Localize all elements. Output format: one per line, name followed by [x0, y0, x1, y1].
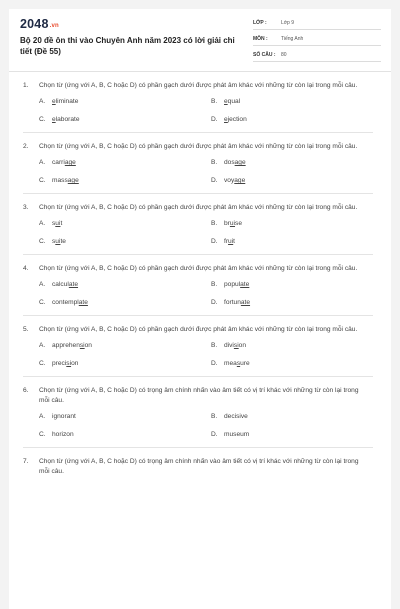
question-1 — [9, 81, 391, 133]
document-header — [9, 9, 391, 71]
option-label: A. — [39, 281, 46, 288]
word-part: apprehen — [52, 342, 80, 349]
question-number: 3. — [23, 204, 29, 211]
underlined-part: s — [236, 360, 241, 367]
answer-options — [39, 98, 373, 123]
answer-option-b[interactable] — [211, 159, 371, 166]
option-label: D. — [211, 177, 218, 184]
option-label: C. — [39, 177, 46, 184]
option-label: B. — [211, 159, 218, 166]
option-word — [224, 238, 235, 245]
answer-option-d[interactable] — [211, 360, 371, 367]
option-label: C. — [39, 431, 46, 438]
question-stem — [23, 264, 373, 274]
option-word — [52, 281, 78, 288]
option-word — [224, 98, 240, 105]
meta-class-row — [253, 17, 381, 30]
word-part: mea — [224, 360, 237, 367]
answer-option-c[interactable] — [39, 238, 211, 245]
word-part: horizon — [52, 431, 74, 438]
option-label: D. — [211, 238, 218, 245]
meta-subject-row — [253, 33, 381, 46]
option-word — [52, 360, 78, 367]
underlined-part: age — [234, 159, 246, 166]
meta-class-value: Lớp 9 — [281, 20, 295, 26]
option-label: A. — [39, 413, 46, 420]
word-part: voy — [224, 177, 235, 184]
word-part: divi — [224, 342, 234, 349]
underlined-part: age — [64, 159, 76, 166]
option-word — [52, 238, 66, 245]
word-part: s — [52, 238, 56, 245]
word-part: laborate — [55, 116, 80, 123]
word-part: on — [238, 342, 247, 349]
question-divider — [23, 132, 373, 133]
word-part: ignorant — [52, 413, 76, 420]
meta-count-row — [253, 49, 381, 62]
question-2 — [9, 142, 391, 194]
option-label: A. — [39, 342, 46, 349]
option-word — [224, 281, 249, 288]
word-part: carri — [52, 159, 65, 166]
question-text: Chọn từ (ứng với A, B, C hoặc D) có trọng âm chính nhấn vào âm tiết có vị trí khác với những từ còn lại trong mỗi câu. — [39, 458, 359, 475]
option-word — [52, 342, 92, 349]
option-label: A. — [39, 159, 46, 166]
underlined-part: ate — [240, 281, 250, 288]
question-number: 7. — [23, 458, 29, 465]
question-number: 4. — [23, 265, 29, 272]
question-stem — [23, 457, 373, 477]
document-title: Bộ 20 đề ôn thi vào Chuyên Anh năm 2023 có lời giải chi tiết (Đề 55) — [20, 36, 235, 56]
option-label: A. — [39, 220, 46, 227]
option-word — [224, 220, 242, 227]
word-part: br — [224, 220, 230, 227]
option-label: C. — [39, 360, 46, 367]
underlined-part: ate — [68, 281, 79, 288]
meta-subject-value: Tiếng Anh — [281, 36, 304, 42]
option-label: A. — [39, 98, 46, 105]
answer-options — [39, 342, 373, 367]
question-number: 5. — [23, 326, 29, 333]
underlined-part: ate — [78, 299, 88, 306]
answer-option-d[interactable] — [211, 116, 371, 123]
option-label: D. — [211, 431, 218, 438]
word-part: fr — [224, 238, 229, 245]
underlined-part: age — [234, 177, 246, 184]
underlined-part: si — [66, 360, 72, 367]
word-part: preci — [52, 360, 67, 367]
option-word — [224, 413, 248, 420]
answer-option-d[interactable] — [211, 177, 371, 184]
question-divider — [23, 447, 373, 448]
underlined-part: si — [233, 342, 239, 349]
option-word — [224, 159, 246, 166]
word-part: on — [71, 360, 79, 367]
meta-subject-key: MÔN : — [253, 36, 268, 42]
option-word — [224, 360, 250, 367]
answer-option-d[interactable] — [211, 238, 371, 245]
answer-option-a[interactable] — [39, 98, 211, 105]
question-number: 1. — [23, 82, 29, 89]
option-word — [52, 413, 76, 420]
option-word — [224, 177, 245, 184]
underlined-part: age — [67, 177, 79, 184]
meta-count-key: SỐ CÂU : — [253, 52, 276, 58]
header-divider — [9, 71, 391, 72]
document-meta — [253, 17, 381, 65]
answer-options — [39, 159, 373, 184]
answer-option-b[interactable] — [211, 281, 371, 288]
option-word — [52, 159, 76, 166]
word-part: calcul — [52, 281, 69, 288]
underlined-part: e — [52, 98, 56, 105]
underlined-part: ui — [229, 220, 236, 227]
underlined-part: ate — [240, 299, 251, 306]
question-stem — [23, 386, 373, 406]
word-part: s — [52, 220, 56, 227]
option-label: D. — [211, 360, 218, 367]
option-word — [52, 431, 74, 438]
word-part: dos — [224, 159, 235, 166]
question-3 — [9, 203, 391, 255]
answer-options — [39, 281, 373, 306]
word-part: contempl — [52, 299, 79, 306]
question-6 — [9, 386, 391, 448]
word-part: popul — [224, 281, 241, 288]
answer-option-b[interactable] — [211, 413, 371, 420]
question-stem — [23, 325, 373, 335]
option-word — [224, 342, 246, 349]
word-part: jection — [227, 116, 247, 123]
question-divider — [23, 193, 373, 194]
question-text: Chọn từ (ứng với A, B, C hoặc D) có phần gạch dưới được phát âm khác với những từ còn lại trong mỗi câu. — [39, 204, 358, 211]
answer-options — [39, 220, 373, 245]
word-part: t — [233, 238, 236, 245]
question-text: Chọn từ (ứng với A, B, C hoặc D) có phần gạch dưới được phát âm khác với những từ còn lại trong mỗi câu. — [39, 82, 358, 89]
option-word — [224, 116, 247, 123]
answer-option-c[interactable] — [39, 360, 211, 367]
question-divider — [23, 376, 373, 377]
question-text: Chọn từ (ứng với A, B, C hoặc D) có phần gạch dưới được phát âm khác với những từ còn lại trong mỗi câu. — [39, 265, 358, 272]
option-label: B. — [211, 413, 218, 420]
answer-option-a[interactable] — [39, 342, 211, 349]
meta-class-key: LỚP : — [253, 20, 267, 26]
word-part: on — [84, 342, 92, 349]
option-word — [52, 116, 80, 123]
question-number: 2. — [23, 143, 29, 150]
question-stem — [23, 203, 373, 213]
option-word — [52, 299, 88, 306]
logo-text: 2048 — [20, 17, 49, 31]
word-part: museum — [224, 431, 250, 438]
question-text: Chọn từ (ứng với A, B, C hoặc D) có phần gạch dưới được phát âm khác với những từ còn lại trong mỗi câu. — [39, 326, 358, 333]
underlined-part: ui — [228, 238, 234, 245]
word-part: fortun — [224, 299, 241, 306]
option-word — [52, 177, 79, 184]
underlined-part: e — [224, 98, 228, 105]
answer-option-a[interactable] — [39, 159, 211, 166]
answer-option-c[interactable] — [39, 177, 211, 184]
question-divider — [23, 254, 373, 255]
underlined-part: si — [79, 342, 85, 349]
question-7 — [9, 457, 391, 477]
word-part: ure — [240, 360, 250, 367]
answer-option-c[interactable] — [39, 116, 211, 123]
answer-option-a[interactable] — [39, 220, 211, 227]
underlined-part: ui — [55, 220, 61, 227]
underlined-part: e — [224, 116, 228, 123]
question-divider — [23, 315, 373, 316]
question-5 — [9, 325, 391, 377]
underlined-part: e — [52, 116, 56, 123]
option-label: B. — [211, 342, 218, 349]
answer-option-a[interactable] — [39, 281, 211, 288]
word-part: mass — [52, 177, 68, 184]
question-4 — [9, 264, 391, 316]
answer-option-b[interactable] — [211, 98, 371, 105]
word-part: decisive — [224, 413, 248, 420]
answer-option-a[interactable] — [39, 413, 211, 420]
question-number: 6. — [23, 387, 29, 394]
option-word — [52, 98, 78, 105]
option-word — [224, 431, 249, 438]
option-label: B. — [211, 98, 218, 105]
answer-option-d[interactable] — [211, 299, 371, 306]
question-text: Chọn từ (ứng với A, B, C hoặc D) có phần gạch dưới được phát âm khác với những từ còn lại trong mỗi câu. — [39, 143, 358, 150]
word-part: se — [235, 220, 242, 227]
answer-option-b[interactable] — [211, 220, 371, 227]
question-list — [9, 81, 391, 477]
question-text: Chọn từ (ứng với A, B, C hoặc D) có trọng âm chính nhấn vào âm tiết có vị trí khác với những từ còn lại trong mỗi câu. — [39, 387, 359, 404]
option-label: C. — [39, 116, 46, 123]
meta-count-value: 80 — [281, 52, 287, 58]
word-part: t — [60, 220, 63, 227]
answer-option-c[interactable] — [39, 299, 211, 306]
word-part: qual — [227, 98, 241, 105]
option-label: C. — [39, 299, 46, 306]
document-page — [9, 9, 391, 609]
option-label: C. — [39, 238, 46, 245]
option-label: D. — [211, 116, 218, 123]
underlined-part: ui — [55, 238, 61, 245]
answer-option-b[interactable] — [211, 342, 371, 349]
answer-options — [39, 413, 373, 438]
option-label: B. — [211, 281, 218, 288]
question-stem — [23, 81, 373, 91]
answer-option-d[interactable] — [211, 431, 371, 438]
question-stem — [23, 142, 373, 152]
word-part: liminate — [55, 98, 79, 105]
logo-suffix: .vn — [49, 23, 59, 29]
option-word — [52, 220, 62, 227]
option-label: D. — [211, 299, 218, 306]
word-part: te — [60, 238, 66, 245]
option-label: B. — [211, 220, 218, 227]
option-word — [224, 299, 250, 306]
answer-option-c[interactable] — [39, 431, 211, 438]
